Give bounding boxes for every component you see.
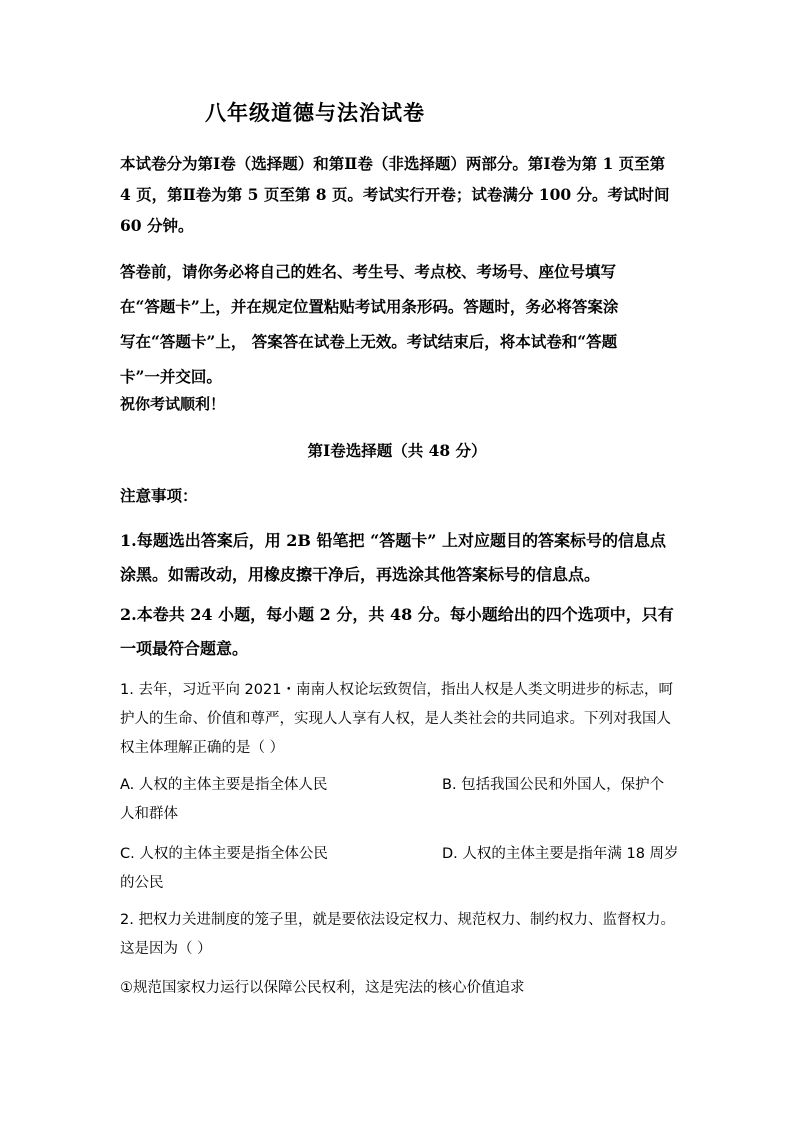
question-2-statement-1: ①规范国家权力运行以保障公民权利，这是宪法的核心价值追求	[120, 980, 525, 996]
intro-paragraph: 本试卷分为第Ⅰ卷（选择题）和第Ⅱ卷（非选择题）两部分。第Ⅰ卷为第 1 页至第 4 页，第Ⅱ卷为第 5 页至第 8 页。考试实行开卷；试卷满分 100 分。考试时间 60 分钟。	[120, 154, 670, 235]
question-1-stem: 1. 去年，习近平向 2021・南南人权论坛致贺信，指出人权是人类文明进步的标志，呵护人的生命、价值和尊严，实现人人享有人权，是人类社会的共同追求。下列对我国人权主体理解正确的是（ ）	[120, 682, 673, 756]
instructions-line: 写在“答题卡”上， 答案答在试卷上无效。考试结束后，将本试卷和“答题	[120, 332, 618, 351]
page-title: 八年级道德与法治试卷	[205, 101, 425, 125]
option-d-continued: 的公民	[120, 875, 164, 891]
question-1-options-cd	[120, 840, 680, 898]
option-b-continued: 人和群体	[120, 806, 178, 822]
instructions-line: 在“答题卡”上，并在规定位置粘贴考试用条形码。答题时，务必将答案涂	[120, 297, 619, 316]
notes-title: 注意事项：	[120, 486, 198, 505]
question-2-stem: 2. 把权力关进制度的笼子里，就是要依法设定权力、规范权力、制约权力、监督权力。这是因为（ ）	[120, 912, 675, 957]
option-a: A. 人权的主体主要是指全体人民	[120, 777, 328, 793]
good-luck-text: 祝你考试顺利！	[120, 395, 226, 413]
section-title: 第Ⅰ卷选择题（共 48 分）	[307, 441, 487, 460]
instructions-line: 卡”一并交回。	[120, 367, 222, 386]
instructions-line: 答卷前，请你务必将自己的姓名、考生号、考点校、考场号、座位号填写	[120, 262, 617, 281]
note-item: 2.本卷共 24 小题，每小题 2 分，共 48 分。每小题给出的四个选项中，只有一项最符合题意。	[120, 605, 674, 658]
option-c: C. 人权的主体主要是指全体公民	[120, 846, 328, 862]
question-1-options-ab	[120, 771, 680, 829]
option-d: D. 人权的主体主要是指年满 18 周岁	[442, 846, 679, 862]
note-item: 1.每题选出答案后，用 2B 铅笔把 “答题卡” 上对应题目的答案标号的信息点涂黑。如需改动，用橡皮擦干净后，再选涂其他答案标号的信息点。	[120, 531, 667, 584]
option-b: B. 包括我国公民和外国人，保护个	[442, 777, 665, 793]
instructions-paragraph	[120, 254, 680, 394]
